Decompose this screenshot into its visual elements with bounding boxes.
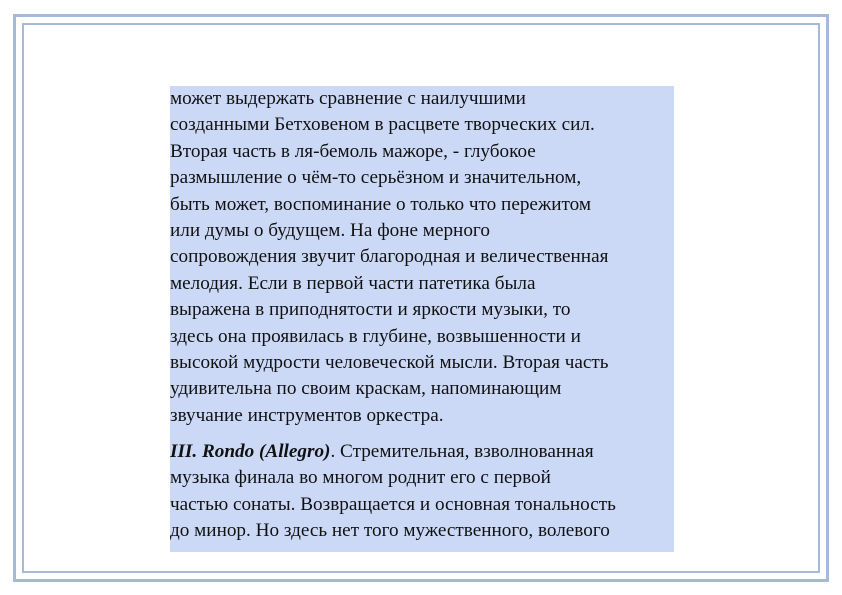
paragraph-rondo xyxy=(170,439,674,545)
paragraph-second-movement xyxy=(170,86,674,429)
text-line: звучание инструментов оркестра. xyxy=(170,404,444,426)
text-line: до минор. Но здесь нет того мужественного, волевого xyxy=(170,520,610,542)
heading-continuation: . Стремительная, взволнованная xyxy=(330,441,594,463)
text-line: размышление о чём-то серьёзном и значительном, xyxy=(170,167,582,189)
text-line: удивительна по своим краскам, напоминающим xyxy=(170,378,562,400)
text-line: созданными Бетховеном в расцвете творческих сил. xyxy=(170,114,595,136)
text-line: Вторая часть в ля-бемоль мажоре, - глубокое xyxy=(170,140,536,162)
paragraph-spacer xyxy=(170,429,674,439)
text-line xyxy=(170,439,674,465)
text-line: частью сонаты. Возвращается и основная тональность xyxy=(170,493,616,515)
text-line: музыка финала во многом роднит его с первой xyxy=(170,467,551,489)
text-line: здесь она проявилась в глубине, возвышенности и xyxy=(170,325,581,347)
text-line: или думы о будущем. На фоне мерного xyxy=(170,219,490,241)
text-line: может выдержать сравнение с наилучшими xyxy=(170,88,526,109)
highlighted-text-block xyxy=(170,86,674,552)
text-line: сопровождения звучит благородная и величественная xyxy=(170,246,609,268)
movement-heading: III. Rondo (Allegro) xyxy=(170,441,331,463)
text-line: выражена в приподнятости и яркости музыки, то xyxy=(170,299,571,321)
text-line: мелодия. Если в первой части патетика была xyxy=(170,272,536,294)
text-line: быть может, воспоминание о только что пережитом xyxy=(170,193,591,215)
text-line: высокой мудрости человеческой мысли. Вторая часть xyxy=(170,351,609,373)
